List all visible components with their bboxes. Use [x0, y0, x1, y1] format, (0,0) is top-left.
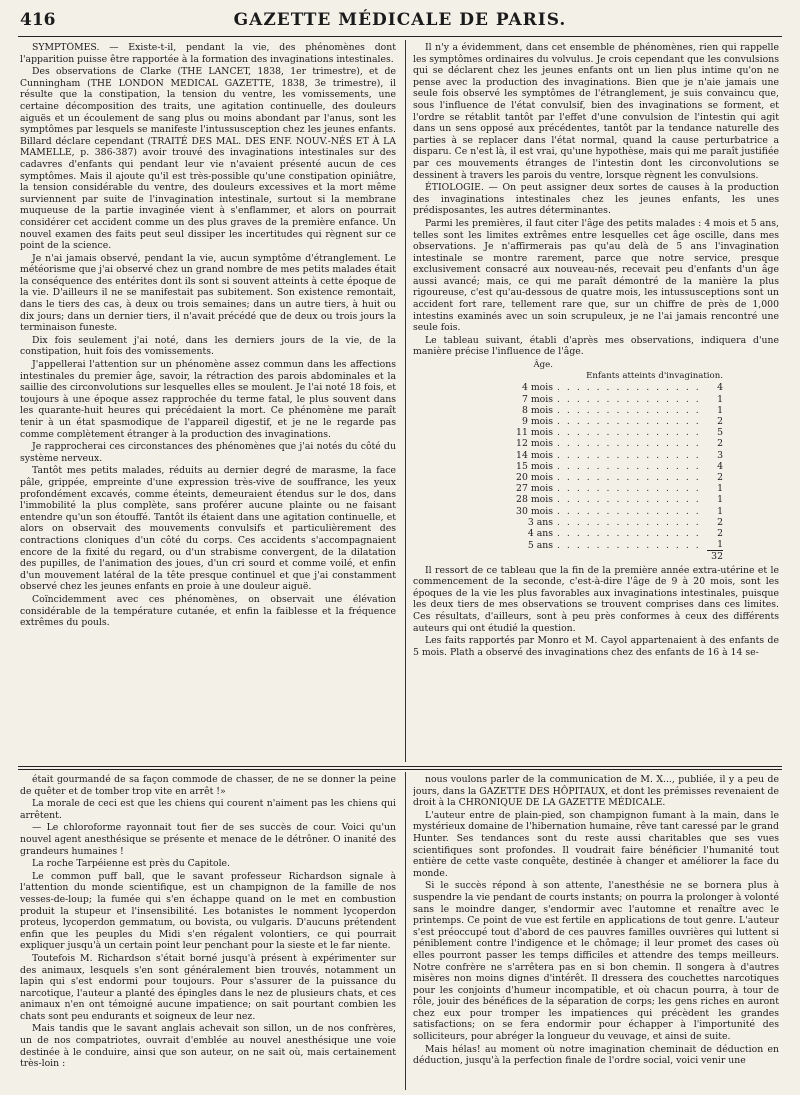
leader-dots: . . . . . . . . . . . . . . .	[557, 393, 701, 405]
paragraph: — Le chloroforme rayonnait tout fier de ses succès de cour. Voici qu'un nouvel agent anesthésique se présente et menace de le détrôner. O inanité des grandeurs humaines !	[20, 822, 396, 857]
leader-dots: . . . . . . . . . . . . . . .	[557, 416, 701, 428]
column-divider-bottom	[405, 772, 406, 1090]
table-row	[509, 405, 723, 416]
table-row	[509, 472, 723, 483]
section-divider	[18, 766, 782, 767]
count-header: Enfants atteints d'invagination.	[586, 371, 723, 382]
paragraph: Des observations de Clarke (THE LANCET, 1838, 1er trimestre), et de Cunningham (THE LONDON MEDICAL GAZETTE, 1838, 3e trimestre), il résulte que la constipation, la tension du ventre, les vomissements, une certaine décomposition des traits, une agitation continuelle, des douleurs aiguës et un écoulement de sang plus ou moins abondant par l'anus, sont les symptômes par lesquels se manifeste l'intussusception chez les jeunes enfants. Billard déclare cependant (TRAITÉ DES MAL. DES ENF. NOUV.-NÉS ET À LA MAMELLE, p. 386-387) avoir trouvé des invaginations intestinales sur des cadavres d'enfants qui pendant leur vie n'avaient présenté aucun de ces symptômes. Mais il ajoute qu'il est très-possible qu'une constipation opiniâtre, la tension considérable du ventre, des douleurs excessives et la mort même surviennent par suite de l'invagination intestinale, surtout si la membrane muqueuse de la partie invaginée vient à s'enflammer, et alors on pourrait considérer cet accident comme un des plus graves de la première enfance. Un nouvel examen des faits peut seul dissiper les incertitudes qui règnent sur ce point de la science.	[20, 66, 396, 252]
paragraph: Il ressort de ce tableau que la fin de la première année extra-utérine et le commencement de la seconde, c'est-à-dire l'âge de 9 à 20 mois, sont les époques de la vie les plus favorables aux invaginations intestinales, puisque les deux tiers de mes observations se trouvent comprises dans ces limites. Ces résultats, d'ailleurs, sont à peu près conformes à ceux des différents auteurs qui ont étudié la question.	[413, 564, 779, 634]
count-cell: 1	[717, 393, 723, 405]
section-divider-double	[18, 769, 782, 770]
age-cell: 8 mois	[521, 404, 553, 416]
paragraph: Mais tandis que le savant anglais achevait son sillon, un de nos confrères, un de nos compatriotes, ouvrait d'emblée au nouvel anesthésique une voie destinée à le conduire, ainsi que son auteur, on ne sait où, mais certainement très-loin :	[20, 1023, 396, 1070]
leader-dots: . . . . . . . . . . . . . . .	[557, 382, 701, 394]
paragraph: Les faits rapportés par Monro et M. Cayol appartenaient à des enfants de 5 mois. Plath a observé des invaginations chez des enfants de 16 à 14 se-	[413, 635, 779, 658]
column-divider-top	[405, 40, 406, 762]
column-top-right	[413, 42, 779, 758]
age-cell: 20 mois	[516, 472, 553, 484]
table-row	[509, 382, 723, 393]
age-cell: 9 mois	[521, 416, 553, 428]
leader-dots: . . . . . . . . . . . . . . .	[557, 505, 701, 517]
column-bottom-right	[413, 774, 779, 1090]
page-number: 416	[20, 10, 56, 30]
count-cell: 1	[717, 494, 723, 506]
paragraph: Le common puff ball, que le savant professeur Richardson signale à l'attention du monde scientifique, est un champignon de la famille de nos vesses-de-loup; la fumée qui s'en échappe quand on le met en combustion produit la stupeur et l'insensibilité. Les botanistes le nomment lycoperdon proteus, lycoperdon gemmatum, ou bovista, ou vulgaris. D'aucuns prétendent enfin que les peuples du Midi s'en régalent volontiers, ce qui pourrait expliquer jusqu'à un certain point leur penchant pour la sieste et le far niente.	[20, 870, 396, 952]
paragraph: J'appellerai l'attention sur un phénomène assez commun dans les affections intestinales du premier âge, savoir, la rétraction des parois abdominales et la saillie des circonvolutions sur lesquelles elles se moulent. Je l'ai noté 18 fois, et toujours à une époque assez rapprochée du terme fatal, le plus souvent dans les quarante-huit heures qui précédaient la mort. Ce phénomène me paraît tenir à un état spasmodique de l'appareil digestif, et je ne le regarde pas comme complètement étranger à la production des invaginations.	[20, 359, 396, 440]
count-cell: 1	[717, 404, 723, 416]
page-title: GAZETTE MÉDICALE DE PARIS.	[233, 10, 567, 30]
column-top-left	[20, 42, 396, 758]
leader-dots: . . . . . . . . . . . . . . .	[557, 460, 701, 472]
age-cell: 4 ans	[527, 528, 553, 540]
table-row	[509, 438, 723, 449]
age-cell: 14 mois	[516, 449, 553, 461]
leader-dots: . . . . . . . . . . . . . . .	[557, 438, 701, 450]
table-row	[509, 494, 723, 505]
age-cell: 5 ans	[527, 539, 553, 551]
leader-dots: . . . . . . . . . . . . . . .	[557, 472, 701, 484]
leader-dots: . . . . . . . . . . . . . . .	[557, 404, 701, 416]
paragraph: Si le succès répond à son attente, l'anesthésie ne se bornera plus à suspendre la vie pendant de courts instants; on pourra la prolonger à volonté sans le moindre danger, s'endormir avec l'automne et renaître avec le printemps. Ce point de vue est fertile en applications de tout genre. L'auteur s'est préoccupé tout d'abord de ces pauvres familles ouvrières qui luttent si péniblement contre l'indigence et le chômage; il leur promet des cases où elles pourront passer les temps difficiles et attendre des temps meilleurs. Notre confrère ne s'arrêtera pas en si bon chemin. Il songera à d'autres misères non moins dignes d'intérêt. Il dressera des couchettes narcotiques pour les conjoints d'humeur incompatible, et où chacun pourra, à tour de rôle, jouir des bénéfices de la séparation de corps; les gens riches en auront chez eux pour tromper les impatiences qui précèdent les grandes satisfactions; on se fera endormir pour échapper à l'importunité des solliciteurs, pour abréger la longueur du veuvage, et ainsi de suite.	[413, 880, 779, 1043]
table-row	[509, 528, 723, 539]
leader-dots: . . . . . . . . . . . . . . .	[557, 494, 701, 506]
paragraph: Parmi les premières, il faut citer l'âge des petits malades : 4 mois et 5 ans, telles sont les limites extrêmes entre lesquelles cet âge oscille, dans mes observations. Je n'affirmerais pas qu'au delà de 5 ans l'invagination intestinale se montre rarement, parce que notre service, presque exclusivement consacré aux nouveau-nés, recevait peu d'enfants d'un âge aussi avancé; mais, ce qui me paraît démontré de la manière la plus rigoureuse, c'est qu'au-dessous de quatre mois, les intussusceptions sont un accident fort rare, tellement rare que, sur un chiffre de près de 1,000 intestins examinés avec un soin scrupuleux, je ne l'ai jamais rencontré une seule fois.	[413, 217, 779, 334]
paragraph: Tantôt mes petits malades, réduits au dernier degré de marasme, la face pâle, grippée, empreinte d'une expression très-vive de souffrance, les yeux profondément excavés, comme éteints, demeuraient étendus sur le dos, dans l'immobilité la plus complète, sans proférer aucune plainte ou ne faisant entendre qu'un son étouffé. Tantôt ils étaient dans une agitation continuelle, et alors on observait des mouvements convulsifs et particulièrement des contractions cloniques d'un côté du corps. Ces accidents s'accompagnaient encore de la fixité du regard, ou d'un strabisme convergent, de la dilatation des pupilles, de l'animation des joues, d'un cri sourd et comme voilé, et enfin d'un mouvement latéral de la tête presque continuel et que j'ai constamment observé chez les jeunes enfants en proie à une douleur aiguë.	[20, 465, 396, 593]
age-table	[509, 360, 723, 563]
paragraph: Coïncidemment avec ces phénomènes, on observait une élévation considérable de la température cutanée, et enfin la faiblesse et la fréquence extrêmes du pouls.	[20, 593, 396, 629]
page-header	[18, 4, 782, 34]
table-row	[509, 483, 723, 494]
count-cell: 2	[717, 472, 723, 484]
table-row	[509, 461, 723, 472]
table-row	[509, 517, 723, 528]
header-rule	[18, 36, 782, 37]
age-cell: 7 mois	[521, 393, 553, 405]
age-cell: 11 mois	[516, 427, 553, 439]
paragraph: La roche Tarpéienne est près du Capitole.	[32, 858, 231, 870]
age-cell: 4 mois	[521, 382, 553, 394]
age-cell: 12 mois	[516, 438, 553, 450]
table-total: 32	[707, 551, 723, 563]
count-cell: 1	[717, 505, 723, 517]
column-bottom-left	[20, 774, 396, 1090]
age-cell: 15 mois	[516, 460, 553, 472]
table-row	[509, 416, 723, 427]
age-cell: 30 mois	[516, 505, 553, 517]
age-cell: 28 mois	[516, 494, 553, 506]
paragraph: nous voulons parler de la communication de M. X..., publiée, il y a peu de jours, dans la GAZETTE DES HÔPITAUX, et dont les prémisses revenaient de droit à la CHRONIQUE DE LA GAZETTE MÉDICALE.	[413, 774, 779, 809]
leader-dots: . . . . . . . . . . . . . . .	[557, 539, 701, 551]
leader-dots: . . . . . . . . . . . . . . .	[557, 449, 701, 461]
count-cell: 2	[717, 438, 723, 450]
table-row	[509, 427, 723, 438]
table-row	[509, 506, 723, 517]
paragraph: Mais hélas! au moment où notre imagination cheminait de déduction en déduction, jusqu'à la perfection finale de l'ordre social, voici venir une	[413, 1043, 779, 1067]
count-cell: 4	[717, 460, 723, 472]
age-cell: 3 ans	[527, 516, 553, 528]
leader-dots: . . . . . . . . . . . . . . .	[557, 528, 701, 540]
paragraph: Je n'ai jamais observé, pendant la vie, aucun symptôme d'étranglement. Le météorisme que j'ai observé chez un grand nombre de mes petits malades était la conséquence des entérites dont ils sont si souvent atteints à cette époque de la vie. D'ailleurs il ne se manifestait pas subitement. Son existence remontait, dans le tiers des cas, à deux ou trois semaines; dans un autre tiers, à huit ou dix jours; dans un dernier tiers, il n'avait précédé que de deux ou trois jours la terminaison funeste.	[20, 252, 396, 334]
count-cell: 5	[717, 427, 723, 439]
count-cell: 2	[717, 516, 723, 528]
table-row	[509, 450, 723, 461]
paragraph: L'auteur entre de plain-pied, son champignon fumant à la main, dans le mystérieux domaine de l'hibernation humaine, rêve tant caressé par le grand Hunter. Ses tendances sont du reste aussi charitables que ses vues scientifiques sont profondes. Il voudrait faire bénéficier l'humanité tout entière de cette vaste conquête, destinée à changer et améliorer la face du monde.	[413, 809, 779, 879]
paragraph: Je rapprocherai ces circonstances des phénomènes que j'ai notés du côté du système nerveux.	[20, 441, 396, 464]
leader-dots: . . . . . . . . . . . . . . .	[557, 516, 701, 528]
count-cell: 3	[717, 449, 723, 461]
leader-dots: . . . . . . . . . . . . . . .	[557, 483, 701, 495]
paragraph: SYMPTÔMES. — Existe-t-il, pendant la vie, des phénomènes dont l'apparition puisse être rapportée à la formation des invaginations intestinales.	[20, 42, 396, 65]
table-row	[509, 394, 723, 405]
count-cell: 4	[717, 382, 723, 394]
count-cell: 1	[717, 539, 723, 551]
table-row	[509, 539, 723, 551]
paragraph: La morale de ceci est que les chiens qui courent n'aiment pas les chiens qui arrêtent.	[20, 798, 396, 821]
paragraph: Dix fois seulement j'ai noté, dans les derniers jours de la vie, de la constipation, huit fois des vomissements.	[20, 334, 396, 358]
age-header: Âge.	[533, 360, 553, 371]
leader-dots: . . . . . . . . . . . . . . .	[557, 427, 701, 439]
count-cell: 2	[717, 528, 723, 540]
paragraph: ÉTIOLOGIE. — On peut assigner deux sortes de causes à la production des invaginations intestinales chez les jeunes enfants, les unes prédisposantes, les autres déterminantes.	[413, 182, 779, 217]
paragraph: Il n'y a évidemment, dans cet ensemble de phénomènes, rien qui rappelle les symptômes ordinaires du volvulus. Je crois cependant que les convulsions qui se déclarent chez les jeunes enfants ont un lien plus intime qu'on ne pense avec la production des invaginations. Bien que je n'aie jamais une seule fois observé les symptômes de l'étranglement, je suis convaincu que, sous l'influence de l'état convulsif, bien des invaginations se forment, et l'ordre se rétablit tantôt par l'effet d'une convulsion de l'intestin qui agit dans un sens opposé aux précédentes, tantôt par la tendance naturelle des parties à se replacer dans l'état normal, quand la cause perturbatrice a disparu. Ce n'est là, il est vrai, qu'une hypothèse, mais qui me paraît justifiée par ces mouvements étranges de l'intestin dont les circonvolutions se dessinent à travers les parois du ventre, lorsque règnent les convulsions.	[413, 42, 779, 181]
count-cell: 2	[717, 416, 723, 428]
paragraph: Toutefois M. Richardson s'était borné jusqu'à présent à expérimenter sur des animaux, lesquels s'en sont généralement bien trouvés, notamment un lapin qui s'est endormi pour toujours. Pour s'assurer de la puissance du narcotique, l'auteur a planté des épingles dans le nez de plusieurs chats, et ces animaux n'en ont témoigné aucune impatience; on sait pourtant combien les chats sont peu endurants et soigneux de leur nez.	[20, 952, 396, 1022]
age-cell: 27 mois	[516, 483, 553, 495]
count-cell: 1	[717, 483, 723, 495]
paragraph: Le tableau suivant, établi d'après mes observations, indiquera d'une manière précise l'influence de l'âge.	[413, 334, 779, 358]
paragraph: était gourmandé de sa façon commode de chasser, de ne se donner la peine de quêter et de tomber trop vite en arrêt !»	[20, 774, 396, 797]
